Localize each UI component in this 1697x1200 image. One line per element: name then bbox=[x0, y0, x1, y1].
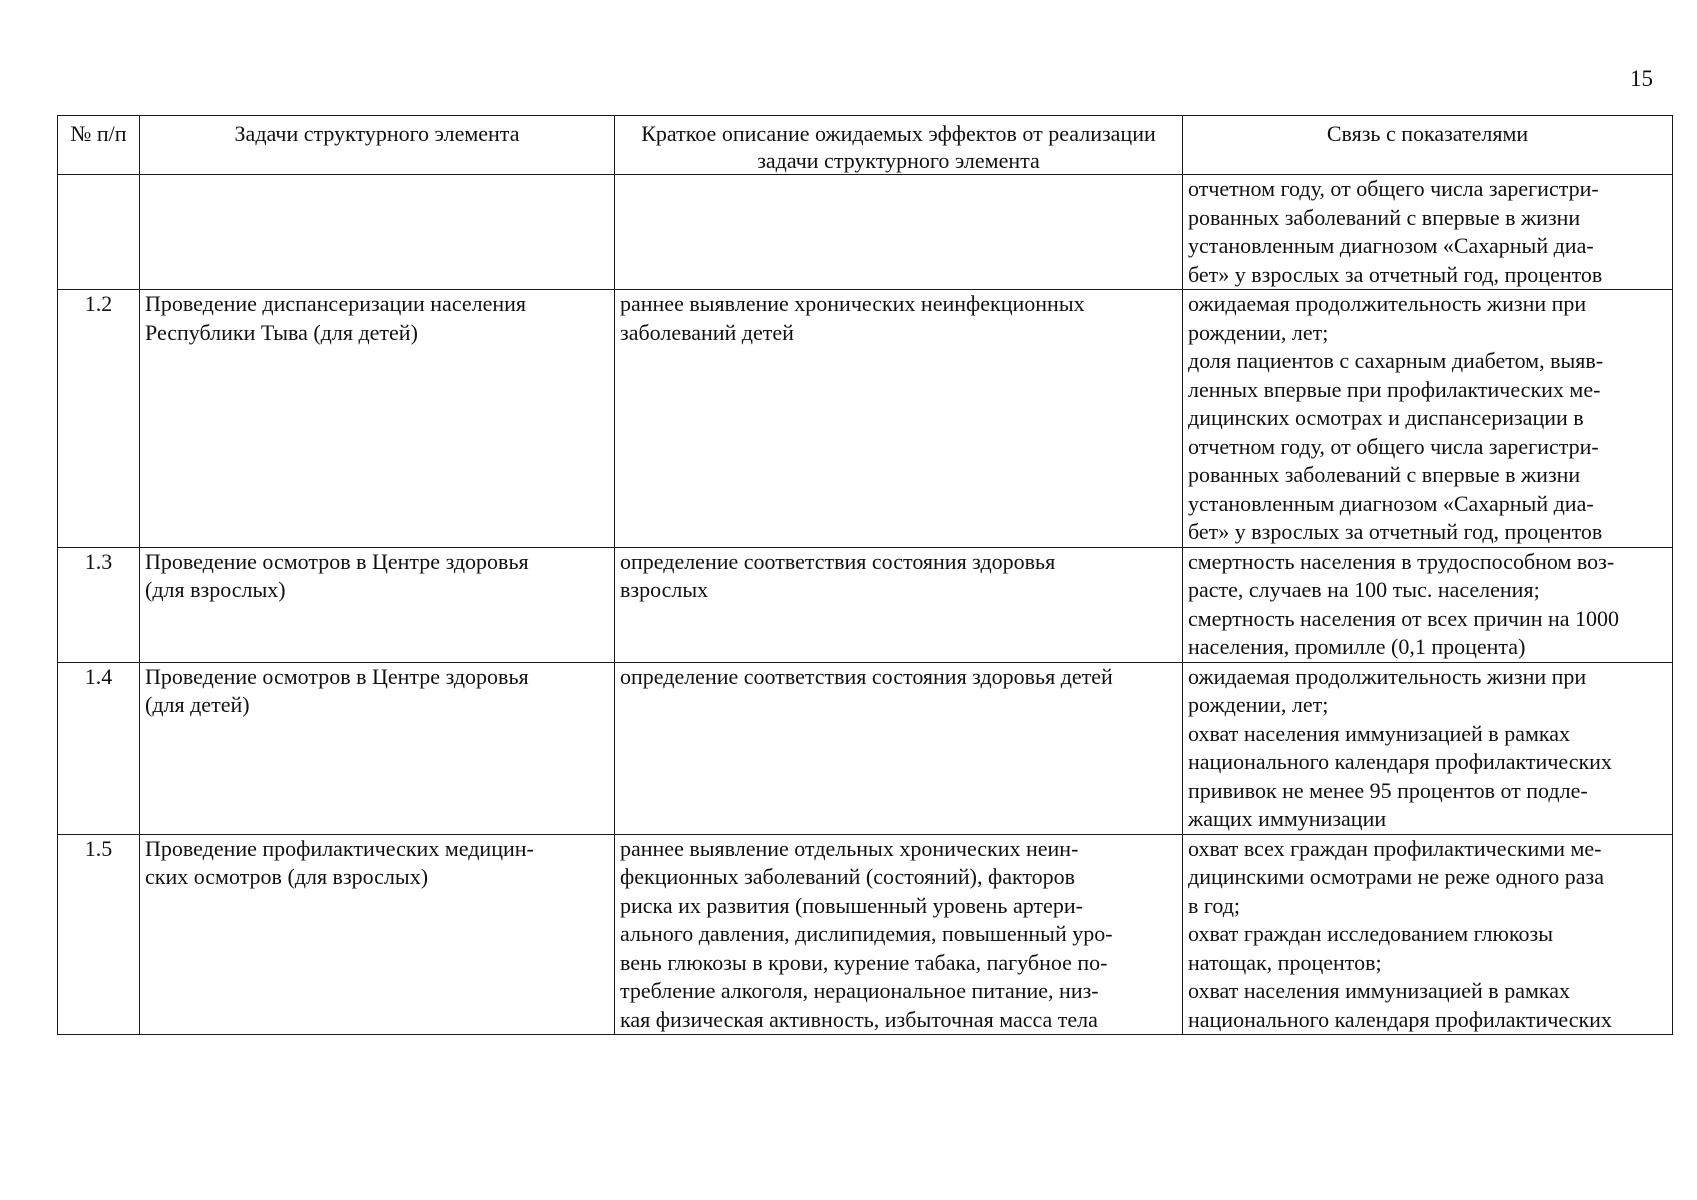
row-number bbox=[58, 175, 140, 290]
header-indicators: Связь с показателями bbox=[1183, 116, 1673, 175]
page-number: 15 bbox=[1630, 66, 1653, 91]
row-task: Проведение осмотров в Центре здоровья (для детей) bbox=[140, 662, 615, 834]
row-indicators: смертность населения в трудоспособном воз- расте, случаев на 100 тыс. населения; смертность населения от всех причин на 1000 населения, промилле (0,1 процента) bbox=[1183, 547, 1673, 662]
header-row bbox=[58, 116, 1673, 175]
row-effect bbox=[615, 175, 1183, 290]
row-number: 1.5 bbox=[58, 834, 140, 1035]
row-task: Проведение профилактических медицин- ских осмотров (для взрослых) bbox=[140, 834, 615, 1035]
table-row bbox=[58, 175, 1673, 290]
row-effect: определение соответствия состояния здоровья детей bbox=[615, 662, 1183, 834]
table-row bbox=[58, 547, 1673, 662]
header-task: Задачи структурного элемента bbox=[140, 116, 615, 175]
table-row bbox=[58, 662, 1673, 834]
row-indicators: ожидаемая продолжительность жизни при рождении, лет; охват населения иммунизацией в рамках национального календаря профилактических прививок не менее 95 процентов от подле- жащих иммунизации bbox=[1183, 662, 1673, 834]
table-header bbox=[58, 116, 1673, 175]
row-effect: определение соответствия состояния здоровья взрослых bbox=[615, 547, 1183, 662]
table-body bbox=[58, 175, 1673, 1035]
table-row bbox=[58, 290, 1673, 548]
row-effect: раннее выявление отдельных хронических неин- фекционных заболеваний (состояний), факторов риска их развития (повышенный уровень артери- ального давления, дислипидемия, повышенный уро- вень глюкозы в крови, курение табака, пагубное по- требление алкоголя, нерациональное питание, низ- кая физическая активность, избыточная масса тела bbox=[615, 834, 1183, 1035]
row-effect: раннее выявление хронических неинфекционных заболеваний детей bbox=[615, 290, 1183, 548]
row-indicators: охват всех граждан профилактическими ме- дицинскими осмотрами не реже одного раза в год; охват граждан исследованием глюкозы натощак, процентов; охват населения иммунизацией в рамках национального календаря профилактических bbox=[1183, 834, 1673, 1035]
tasks-table bbox=[57, 115, 1673, 1035]
row-number: 1.3 bbox=[58, 547, 140, 662]
header-number: № п/п bbox=[58, 116, 140, 175]
row-indicators: ожидаемая продолжительность жизни при рождении, лет; доля пациентов с сахарным диабетом, выяв- ленных впервые при профилактических ме- дицинских осмотрах и диспансеризации в отчетном году, от общего числа зарегистри- рованных заболеваний с впервые в жизни установленным диагнозом «Сахарный диа- бет» у взрослых за отчетный год, процентов bbox=[1183, 290, 1673, 548]
header-effect: Краткое описание ожидаемых эффектов от реализации задачи структурного элемента bbox=[615, 116, 1183, 175]
row-number: 1.2 bbox=[58, 290, 140, 548]
table-row bbox=[58, 834, 1673, 1035]
row-task bbox=[140, 175, 615, 290]
row-indicators: отчетном году, от общего числа зарегистри- рованных заболеваний с впервые в жизни установленным диагнозом «Сахарный диа- бет» у взрослых за отчетный год, процентов bbox=[1183, 175, 1673, 290]
row-task: Проведение осмотров в Центре здоровья (для взрослых) bbox=[140, 547, 615, 662]
row-number: 1.4 bbox=[58, 662, 140, 834]
row-task: Проведение диспансеризации населения Республики Тыва (для детей) bbox=[140, 290, 615, 548]
